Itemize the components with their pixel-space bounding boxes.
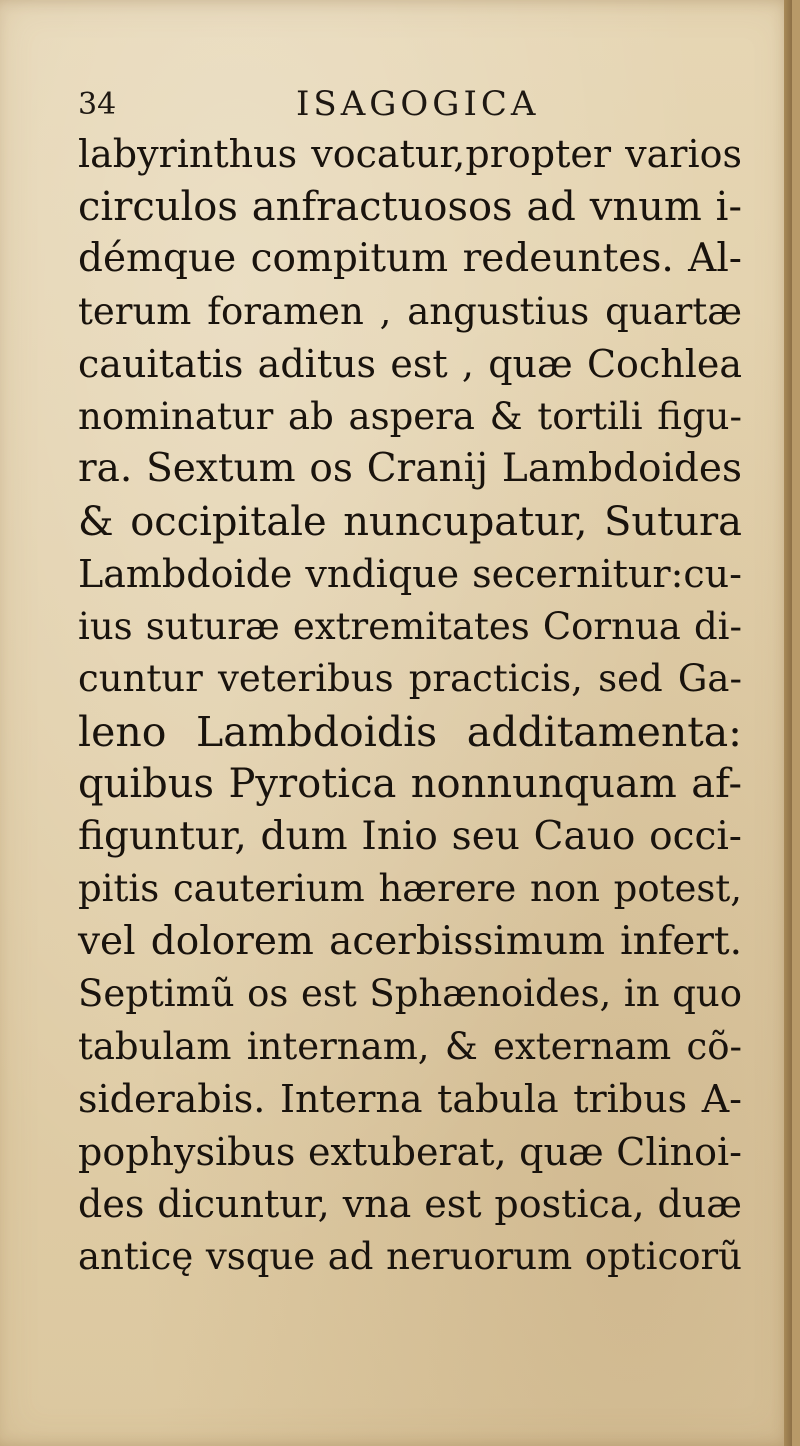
- text-line: & occipitale nuncupatur, Sutura: [78, 498, 742, 545]
- text-line: labyrinthus vocatur,propter varios: [78, 132, 742, 176]
- text-line: pitis cauterium hærere non potest,: [78, 867, 742, 910]
- text-line: cauitatis aditus est , quæ Cochlea: [78, 342, 742, 386]
- text-line: figuntur, dum Inio seu Cauo occi-: [78, 813, 742, 859]
- text-line: tabulam internam, & externam cõ-: [78, 1024, 742, 1068]
- text-line: vel dolorem acerbissimum infert.: [78, 918, 742, 964]
- text-line: Septimũ os est Sphænoides, in quo: [78, 972, 742, 1015]
- text-line: ius suturæ extremitates Cornua di-: [78, 604, 742, 648]
- text-line: nominatur ab aspera & tortili figu-: [78, 394, 742, 438]
- text-line: leno Lambdoidis additamenta:: [78, 707, 742, 756]
- text-line: ra. Sextum os Cranij Lambdoides: [78, 446, 742, 491]
- text-line: Lambdoide vndique secernitur:cu-: [78, 552, 742, 596]
- page-edge: [784, 0, 792, 1446]
- text-line: démque compitum redeuntes. Al-: [78, 236, 742, 281]
- text-line: circulos anfractuosos ad vnum i-: [78, 183, 742, 230]
- running-head: [78, 84, 738, 124]
- text-line: des dicuntur, vna est postica, duæ: [78, 1182, 742, 1226]
- running-title: ISAGOGICA: [296, 84, 540, 124]
- text-line: pophysibus extuberat, quæ Clinoi-: [78, 1129, 742, 1174]
- text-line: anticę vsque ad neruorum opticorũ: [78, 1234, 742, 1278]
- body-text: [78, 128, 742, 1283]
- text-line: cuntur veteribus practicis, sed Ga-: [78, 657, 742, 700]
- text-line: terum foramen , angustius quartæ: [78, 289, 742, 333]
- text-line: siderabis. Interna tabula tribus A-: [78, 1077, 742, 1121]
- text-line: quibus Pyrotica nonnunquam af-: [78, 761, 742, 807]
- page-number: 34: [78, 87, 117, 122]
